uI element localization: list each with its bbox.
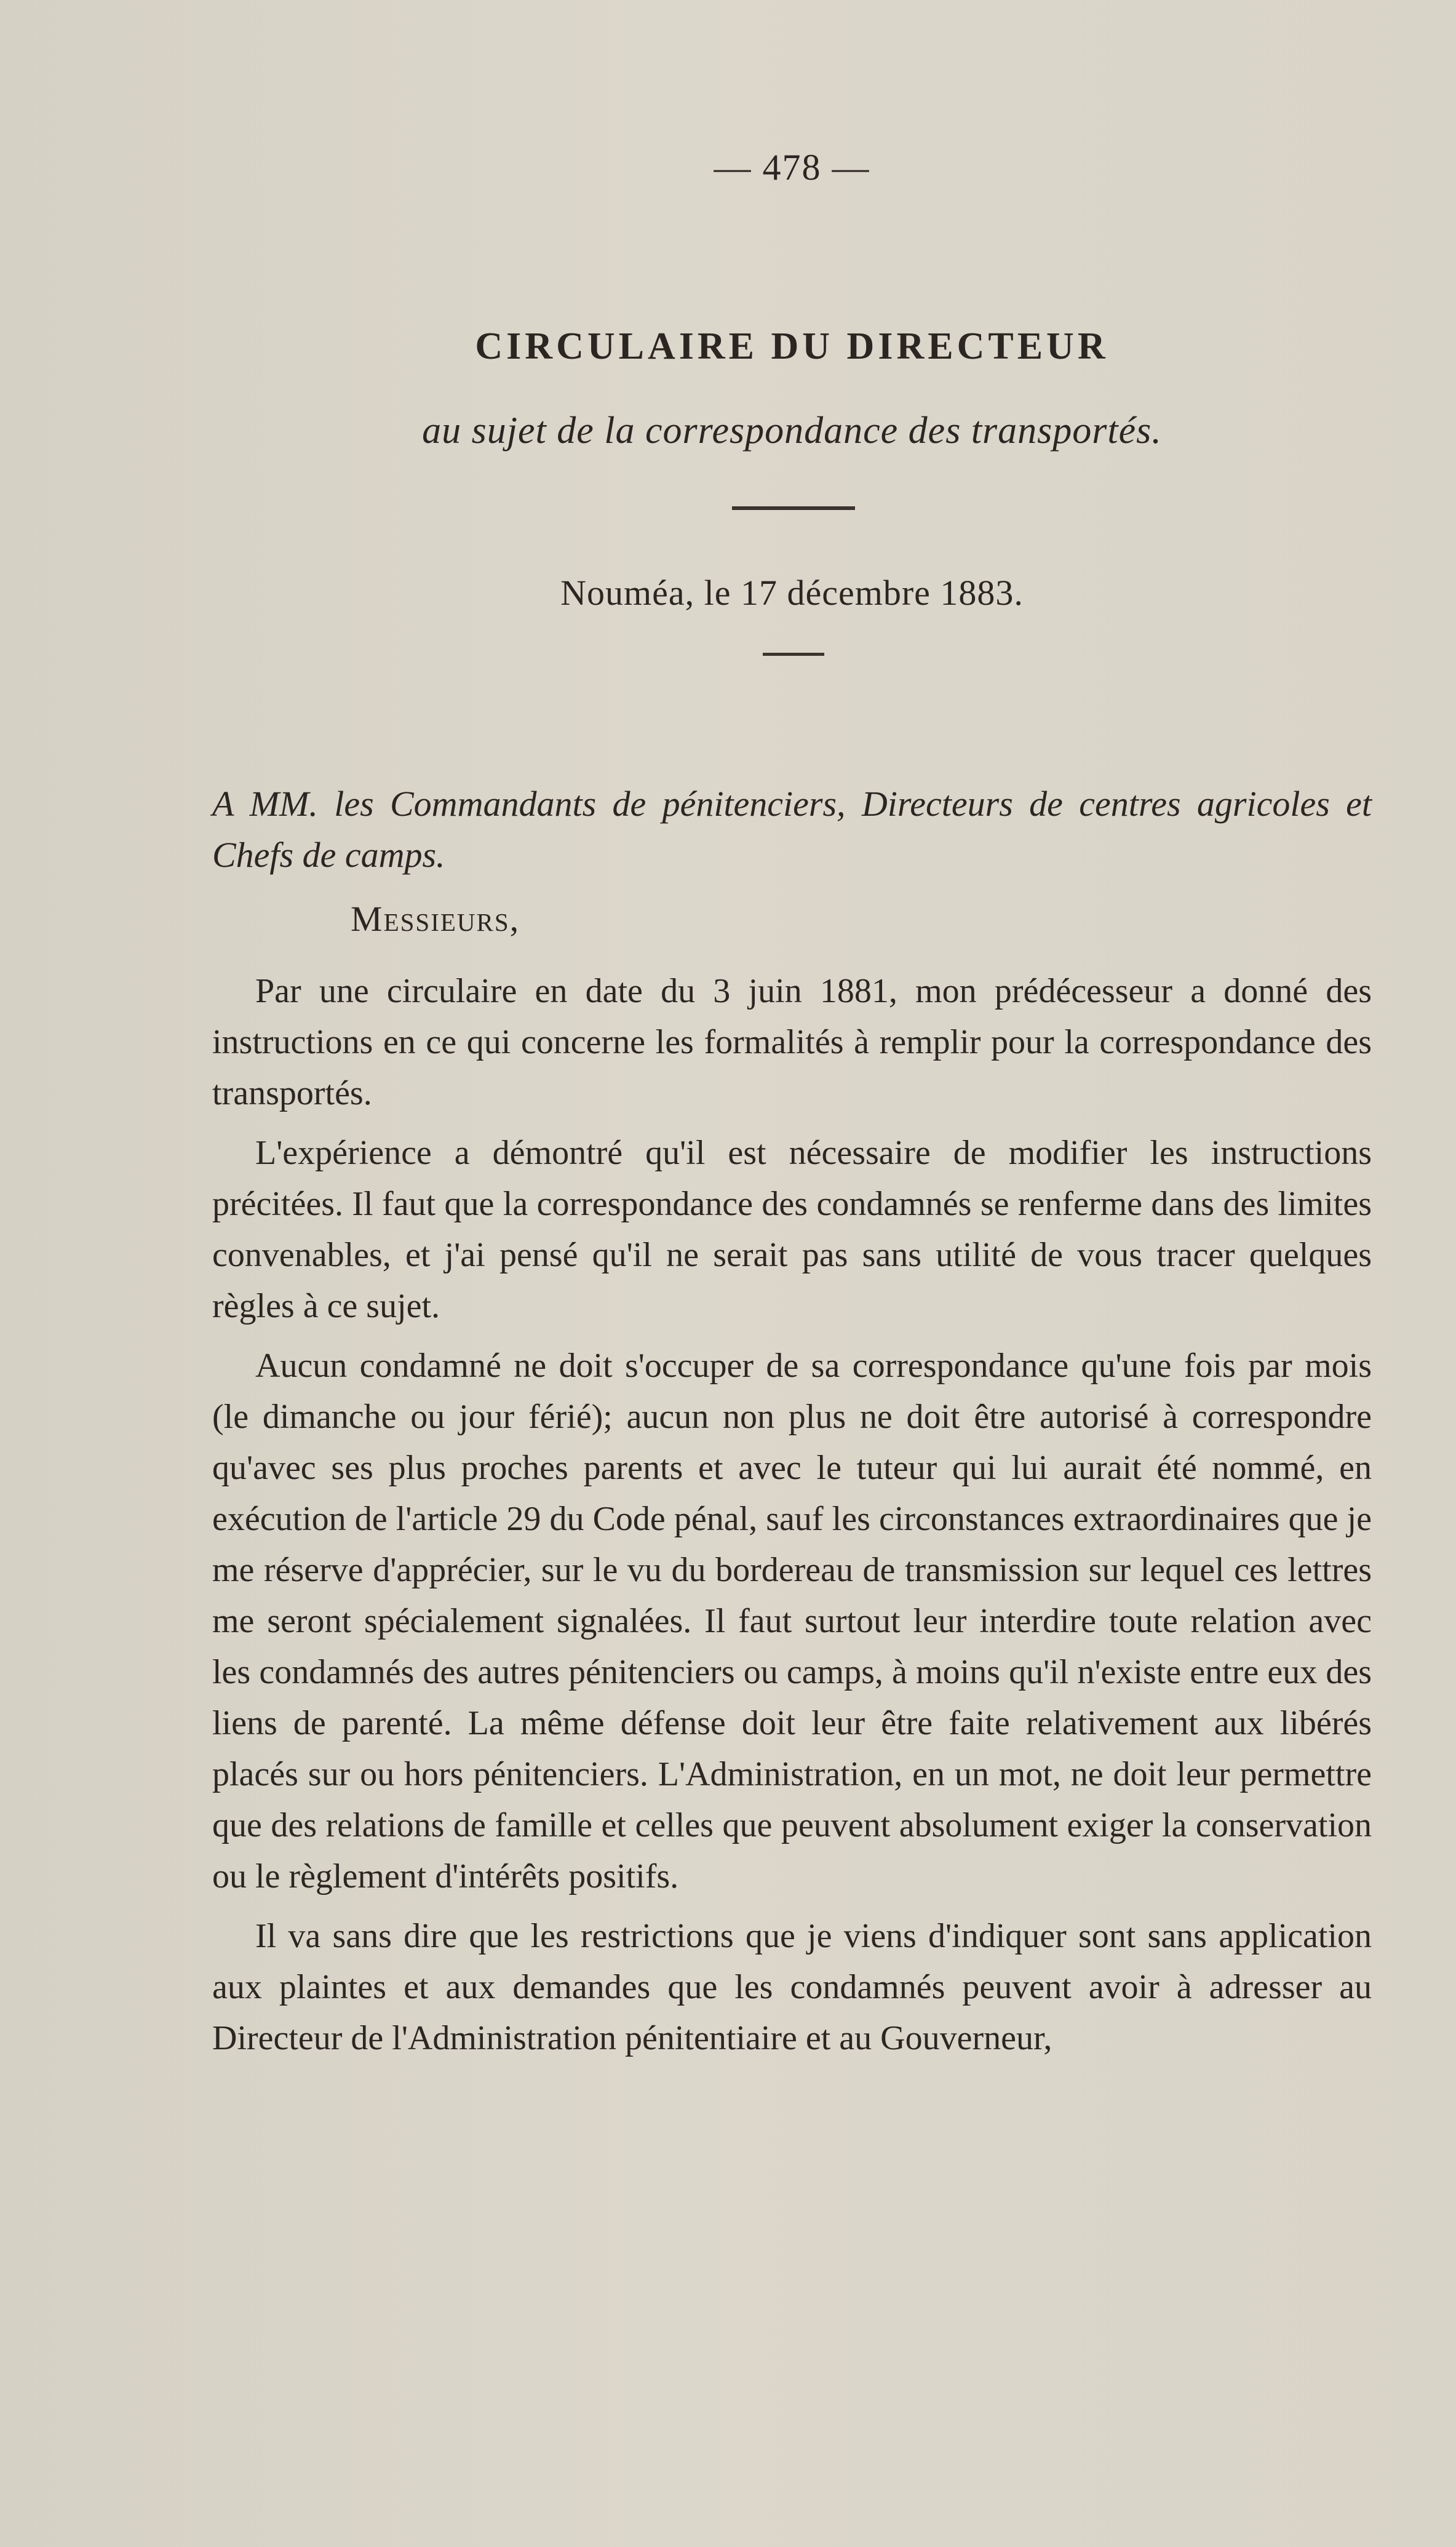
dateline-divider [763,653,824,656]
paragraph: Par une circulaire en date du 3 juin 1881, mon prédécesseur a donné des instructions en ce qui concerne les formalités à remplir pour la correspondance des transportés. [212,972,1372,1112]
paragraph: L'expérience a démontré qu'il est nécessaire de modifier les instructions précitées. Il faut que la correspondance des condamnés se renferme dans des limites convenables, et j'ai pensé qu'il ne serait pas sans utilité de vous tracer quelques règles à ce sujet. [212,1134,1372,1325]
paragraph: Il va sans dire que les restrictions que je viens d'indiquer sont sans application aux plaintes et aux demandes que les condamnés peuvent avoir à adresser au Directeur de l'Administration pénitentiaire et au Gouverneur, [212,1917,1372,2057]
page-number: — 478 — [714,147,870,188]
body-text [212,966,1372,2073]
title-divider [732,506,855,510]
dateline: Nouméa, le 17 décembre 1883. [560,573,1024,613]
document-title: CIRCULAIRE DU DIRECTEUR [475,325,1109,367]
document-subtitle: au sujet de la correspondance des transportés. [422,410,1162,452]
paragraph: Aucun condamné ne doit s'occuper de sa correspondance qu'une fois par mois (le dimanche ou jour férié); aucun non plus ne doit être autorisé à correspondre qu'avec ses plus proches parents et avec le tuteur qui lui aurait été nommé, en exécution de l'article 29 du Code pénal, sauf les circonstances extraordinaires que je me réserve d'apprécier, sur le vu du bordereau de transmission sur lequel ces lettres me seront spécialement signalées. Il faut surtout leur interdire toute relation avec les condamnés des autres pénitenciers ou camps, à moins qu'il n'existe entre eux des liens de parenté. La même défense doit leur être faite relativement aux libérés placés sur ou hors pénitenciers. L'Administration, en un mot, ne doit leur permettre que des relations de famille et celles que peuvent absolument exiger la conservation ou le règlement d'intérêts positifs. [212,1347,1372,1895]
salutation: Messieurs, [351,899,520,939]
address-line: A MM. les Commandants de pénitenciers, Directeurs de centres agricoles et Chefs de camps. [212,784,1372,875]
